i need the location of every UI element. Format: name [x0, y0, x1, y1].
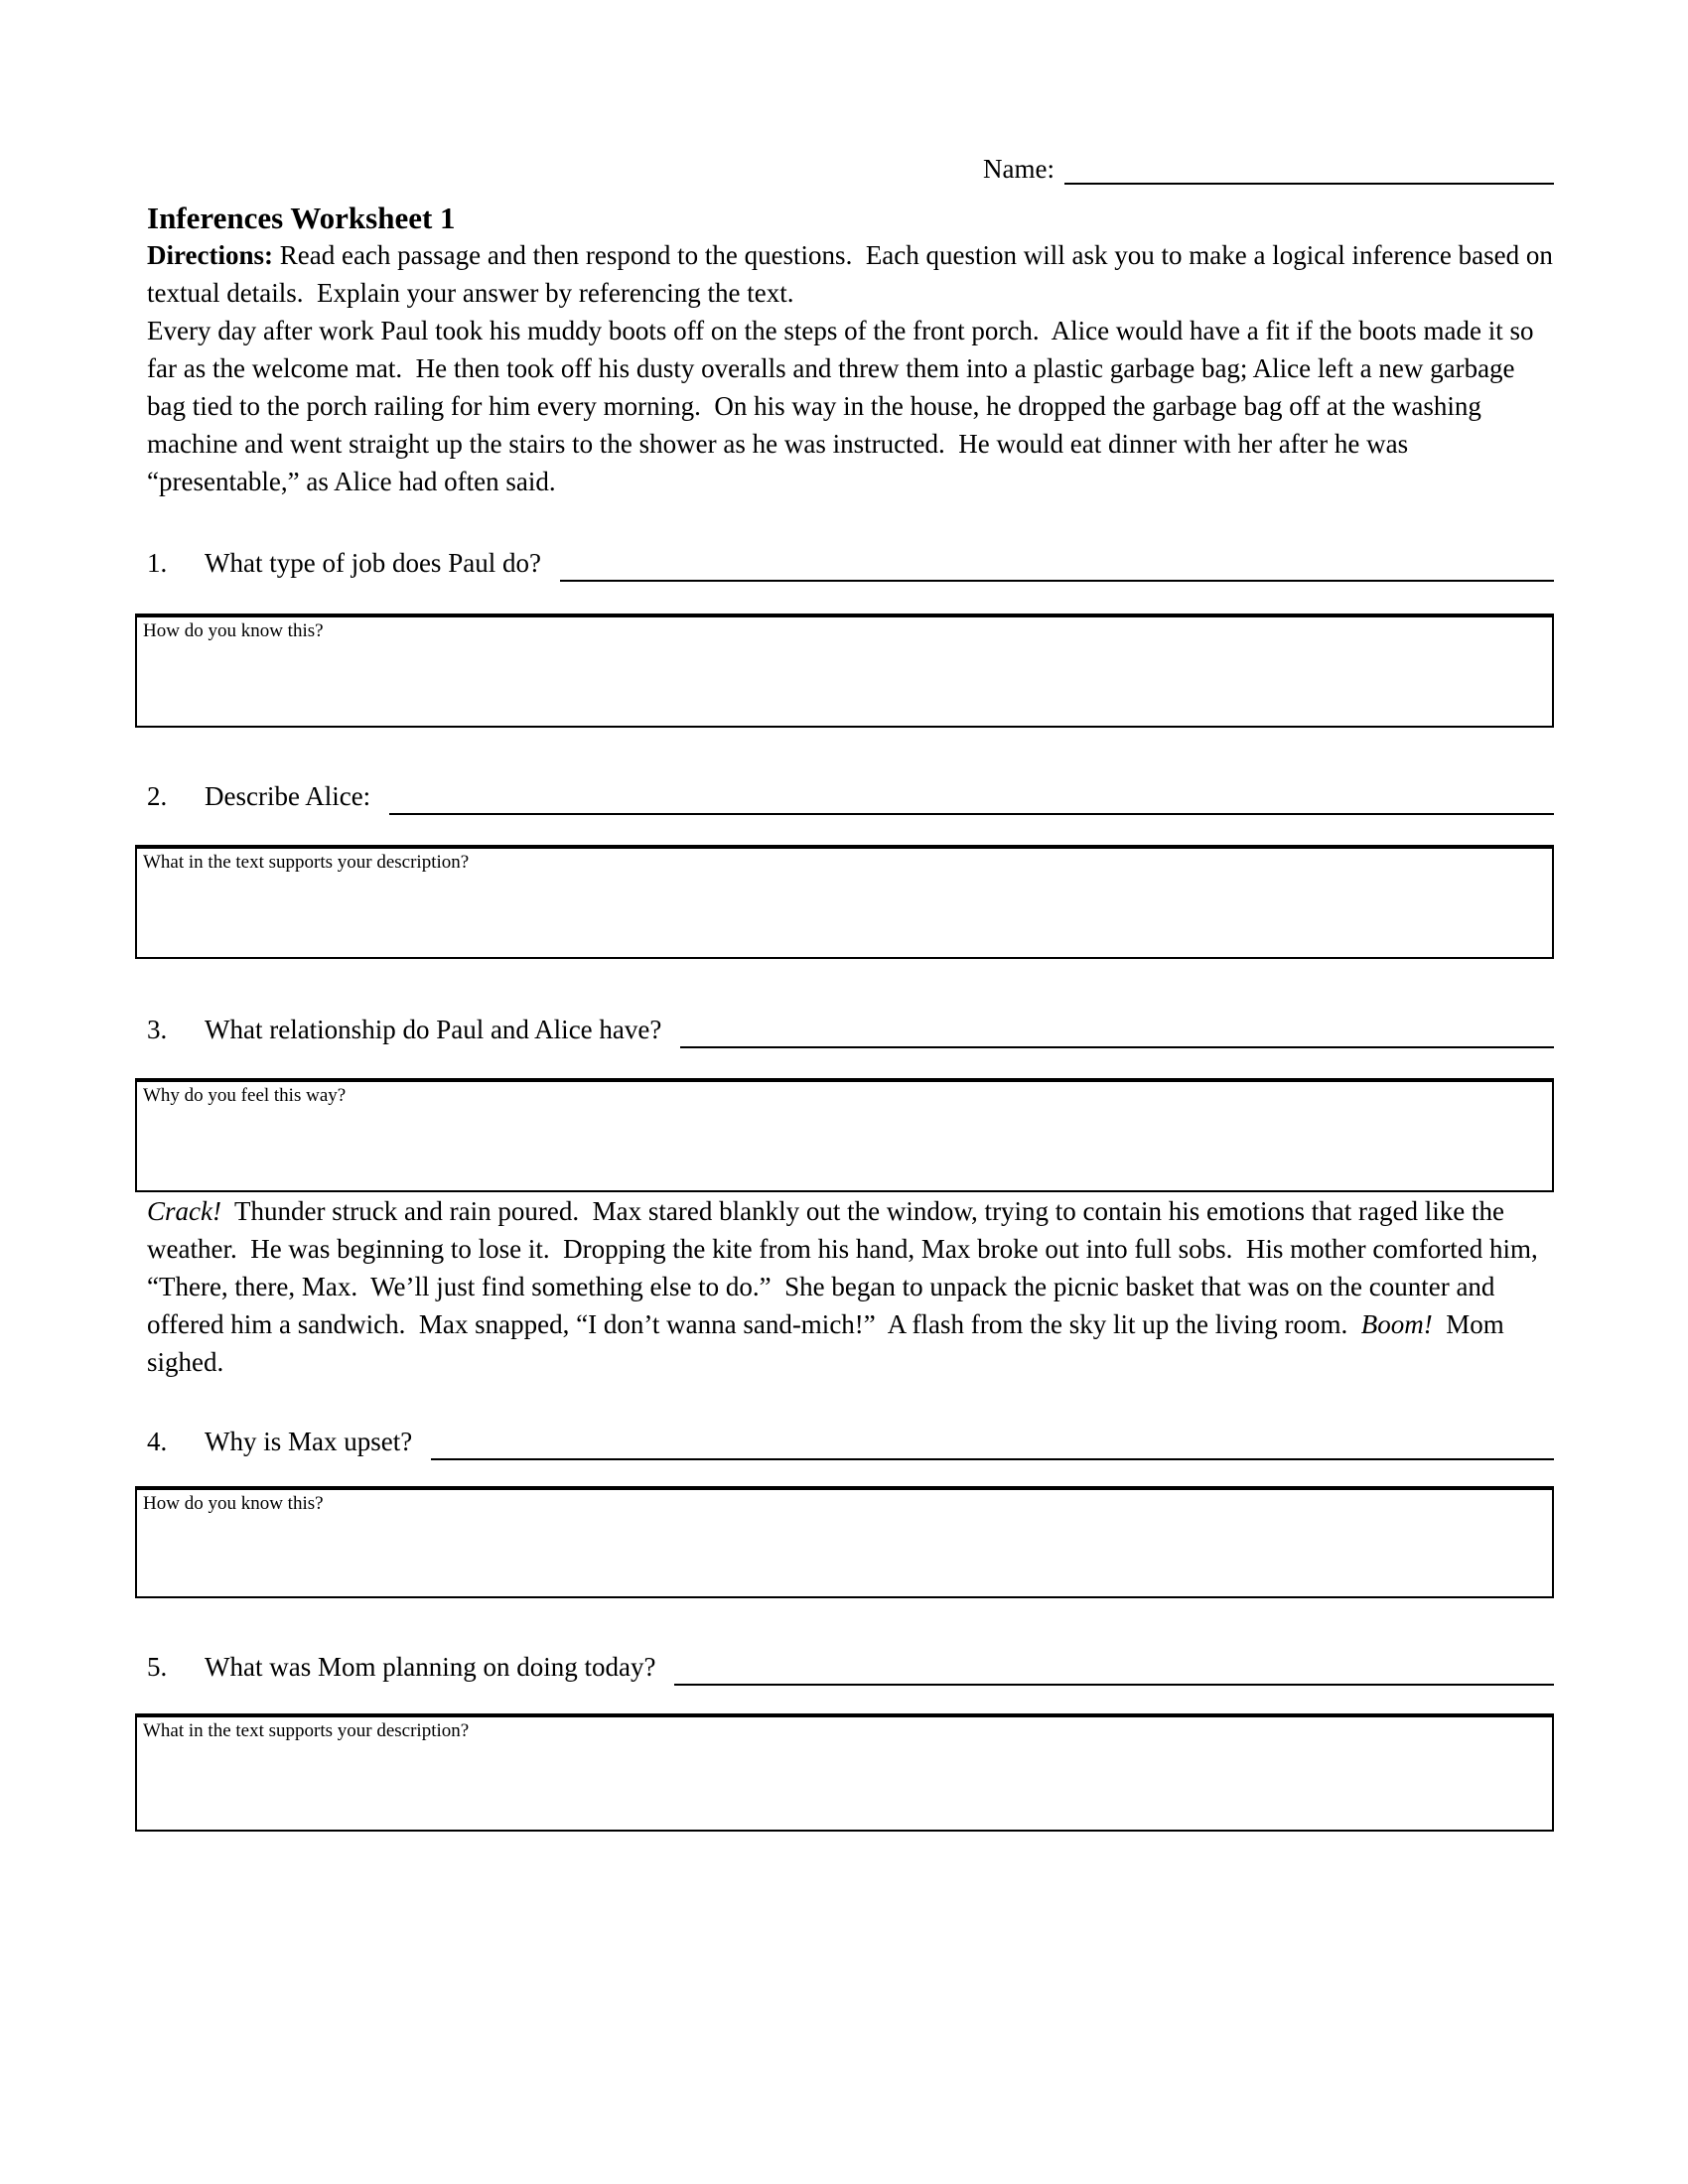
name-blank[interactable] — [1064, 153, 1554, 185]
answer-box-q4[interactable] — [135, 1486, 1554, 1598]
question-5-prompt: What was Mom planning on doing today? — [205, 1652, 663, 1682]
passage-2-part2: Mom sighed. — [147, 1309, 1511, 1377]
answer-blank-q3[interactable] — [680, 1015, 1554, 1048]
passage-1-text: Every day after work Paul took his muddy boots off on the steps of the front porch. Alice would have a fit if the boots made it so far as the welcome mat. He then took off his dusty overalls and threw them into a plastic garbage bag; Alice left a new garbage bag tied to the porch railing for him every morning. On his way in the house, he dropped the garbage bag off at the washing machine and went straight up the stairs to the shower as he was instructed. He would eat dinner with her after he was “presentable,” as Alice had often said. — [147, 316, 1541, 496]
question-1 — [147, 544, 1554, 582]
answer-box-q1-label: How do you know this? — [143, 620, 324, 641]
question-2-prompt: Describe Alice: — [205, 781, 377, 811]
passage-2 — [147, 1192, 1554, 1381]
answer-box-q2-label: What in the text supports your description? — [143, 852, 470, 873]
answer-box-q3[interactable] — [135, 1078, 1554, 1192]
answer-blank-q4[interactable] — [431, 1427, 1554, 1460]
name-row — [983, 151, 1554, 185]
directions — [147, 236, 1560, 312]
question-5 — [147, 1648, 1554, 1686]
question-2 — [147, 777, 1554, 815]
question-3 — [147, 1011, 1554, 1048]
question-4 — [147, 1423, 1554, 1460]
answer-box-q2[interactable] — [135, 845, 1554, 959]
answer-box-q3-label: Why do you feel this way? — [143, 1085, 347, 1106]
answer-box-q5-label: What in the text supports your description? — [143, 1720, 470, 1741]
answer-box-q5[interactable] — [135, 1713, 1554, 1832]
passage-2-crack: Crack! — [147, 1196, 221, 1226]
page-title: Inferences Worksheet 1 — [147, 201, 456, 235]
answer-box-q4-label: How do you know this? — [143, 1493, 324, 1514]
answer-blank-q1[interactable] — [560, 548, 1554, 582]
question-1-prompt: What type of job does Paul do? — [205, 548, 548, 578]
passage-2-part1: Thunder struck and rain poured. Max stared blankly out the window, trying to contain his emotions that raged like the weather. He was beginning to lose it. Dropping the kite from his hand, Max broke out into full sobs. His mother comforted him, “There, there, Max. We’ll just find something else to do.” She began to unpack the picnic basket that was on the counter and offered him a sandwich. Max snapped, “I don’t wanna sand-mich!” A flash from the sky lit up the living room. — [147, 1196, 1545, 1339]
question-5-number: 5. — [147, 1652, 168, 1682]
question-3-prompt: What relationship do Paul and Alice have? — [205, 1015, 669, 1044]
directions-label: Directions: — [147, 240, 273, 270]
answer-box-q1[interactable] — [135, 614, 1554, 728]
question-3-number: 3. — [147, 1015, 168, 1044]
question-4-number: 4. — [147, 1427, 168, 1456]
question-1-number: 1. — [147, 548, 168, 578]
answer-blank-q2[interactable] — [389, 781, 1554, 815]
passage-1 — [147, 312, 1554, 500]
directions-text: Read each passage and then respond to the questions. Each question will ask you to make a logical inference based on textual details. Explain your answer by referencing the text. — [147, 240, 1560, 308]
question-4-prompt: Why is Max upset? — [205, 1427, 419, 1456]
answer-blank-q5[interactable] — [674, 1652, 1554, 1686]
name-label: Name: — [983, 154, 1055, 184]
question-2-number: 2. — [147, 781, 168, 811]
passage-2-boom: Boom! — [1360, 1309, 1433, 1339]
